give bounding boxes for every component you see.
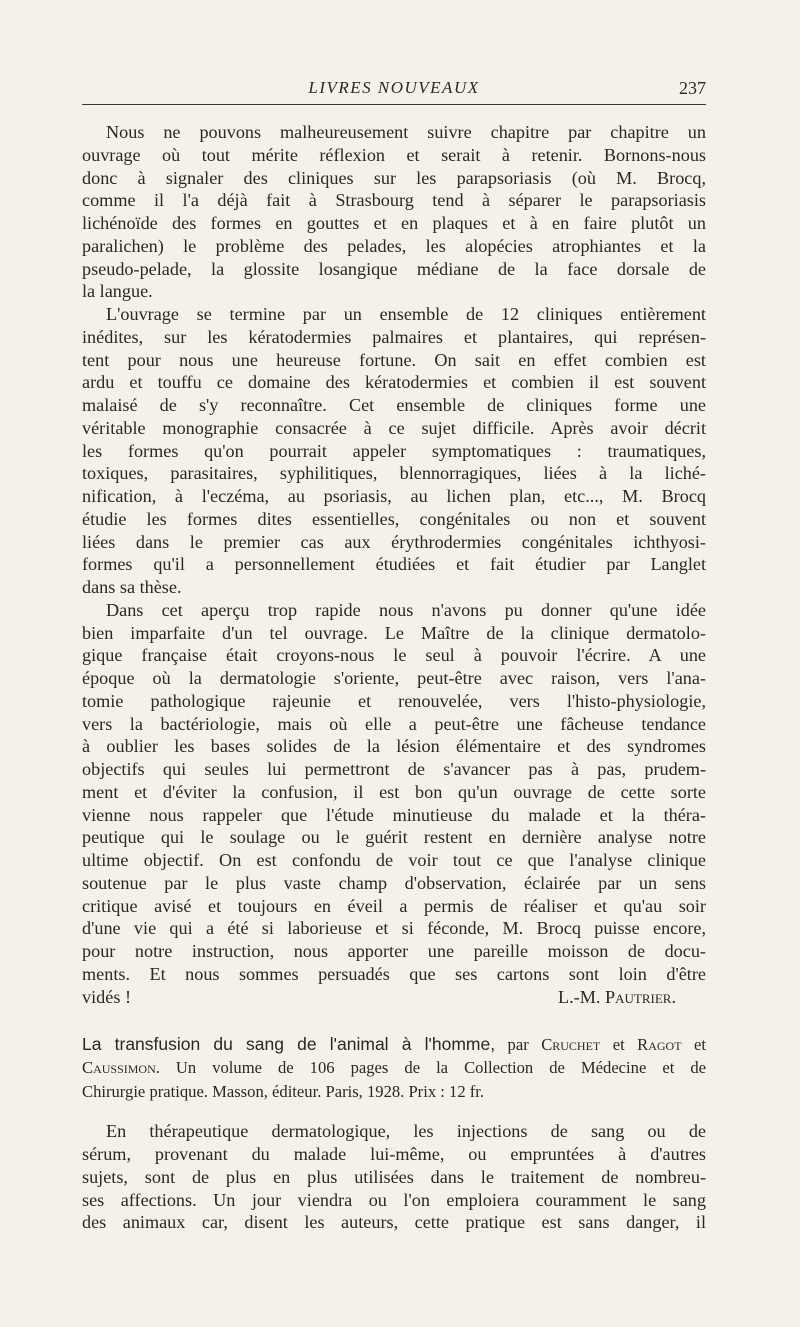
book-description: . Un volume de 106 pages de la Collection de Médecine et de — [155, 1058, 706, 1078]
text-line: objectifs qui seules lui permettront de s'avancer pas à pas, prudem- — [82, 759, 706, 779]
section-gap — [82, 1008, 706, 1032]
text-line: toxiques, parasitaires, syphilitiques, blennorragiques, liées à la liché- — [82, 463, 706, 484]
text-line: époque où la dermatologie s'oriente, peut-être avec raison, vers l'ana- — [82, 668, 706, 688]
text-line: véritable monographie consacrée à ce sujet difficile. Après avoir décrit — [82, 417, 706, 438]
text-line: lichénoïde des formes en gouttes et en plaques et à en faire plutôt un — [82, 213, 706, 233]
text-line: nification, à l'eczéma, au psoriasis, au lichen plan, etc..., M. Brocq — [82, 486, 706, 506]
text-line: En thérapeutique dermatologique, les injections de sang ou de — [106, 1121, 706, 1142]
text-line: inédites, sur les kératodermies palmaires et plantaires, qui représen- — [82, 326, 706, 347]
text-line: donc à signaler des cliniques sur les parapsoriasis (où M. Brocq, — [82, 167, 706, 188]
text-line: les formes qu'on pourrait appeler symptomatiques : traumatiques, — [82, 440, 706, 461]
text-line: critique avisé et toujours en éveil a permis de réaliser et qu'au soir — [82, 895, 706, 916]
page-number: 237 — [679, 78, 706, 98]
text-line: ses affections. Un jour viendra ou l'on emploiera couramment le sang — [82, 1189, 706, 1210]
book-description-line: Chirurgie pratique. Masson, éditeur. Paris, 1928. Prix : 12 fr. — [82, 1082, 485, 1102]
text-line: pseudo-pelade, la glossite losangique médiane de la face dorsale de — [82, 258, 706, 279]
text-line: liées dans le premier cas aux érythrodermies congénitales ichthyosi- — [82, 531, 706, 552]
text-line: dans sa thèse. — [82, 577, 182, 597]
text-line: soutenue par le plus vaste champ d'observation, éclairée par un sens — [82, 872, 706, 893]
review-transfusion — [82, 1032, 706, 1234]
text-line: des animaux car, disent les auteurs, cette pratique est sans danger, il — [82, 1212, 706, 1233]
closing-text: vidés ! — [82, 986, 131, 1007]
review-brocq — [82, 121, 706, 1008]
section-gap — [82, 1104, 706, 1120]
text-line: formes qu'il a personnellement étudiées et fait étudier par Langlet — [82, 554, 706, 575]
text-line: sérum, provenant du malade lui-même, ou empruntées à d'autres — [82, 1144, 706, 1164]
review-heading-line — [82, 1032, 706, 1056]
text-line: ardu et touffu ce domaine des kératodermies et combien il est souvent — [82, 372, 706, 393]
text-line: à oublier les bases solides de la lésion élémentaire et des syndromes — [82, 736, 706, 757]
text-line: ments. Et nous sommes persuadés que ses cartons sont loin d'être — [82, 963, 706, 984]
signature-name: Pautrier. — [605, 986, 676, 1007]
text-line: ouvrage où tout mérite réflexion et serait à retenir. Bornons-nous — [82, 144, 706, 165]
text-line: Dans cet aperçu trop rapide nous n'avons pu donner qu'une idée — [106, 599, 706, 620]
text-line: d'une vie qui a été si laborieuse et si féconde, M. Brocq puisse encore, — [82, 918, 706, 939]
text-line: bien imparfaite d'un tel ouvrage. Le Maître de la clinique dermatolo- — [82, 622, 706, 643]
text-line: peutique qui le soulage ou le guérit restent en dernière analyse notre — [82, 827, 706, 848]
text-line: ultime objectif. On est confondu de voir tout ce que l'analyse clinique — [82, 850, 706, 870]
by-text: par — [495, 1035, 542, 1055]
text-line: gique française était croyons-nous le seul à pouvoir l'écrire. A une — [82, 645, 706, 666]
author-name: Cruchet — [541, 1035, 601, 1055]
book-description-line — [82, 1056, 706, 1080]
text-line: étudie les formes dites essentielles, congénitales ou non et souvent — [82, 508, 706, 529]
text-line: malaisé de s'y reconnaître. Cet ensemble de cliniques forme une — [82, 395, 706, 415]
text-line: la langue. — [82, 281, 153, 302]
book-title: La transfusion du sang de l'animal à l'homme, — [82, 1034, 496, 1055]
text-line: sujets, sont de plus en plus utilisées dans le traitement de nombreu- — [82, 1166, 706, 1187]
closing-line — [82, 986, 706, 1009]
text-line: ment et d'éviter la confusion, il est bon qu'un ouvrage de cette sorte — [82, 781, 706, 802]
text-line: comme il l'a déjà fait à Strasbourg tend à séparer le parapsoriasis — [82, 190, 706, 211]
text-line: Nous ne pouvons malheureusement suivre chapitre par chapitre un — [106, 122, 706, 142]
page-body — [82, 121, 706, 1234]
text-line: tomie pathologique rajeunie et renouvelée, vers l'histo-physiologie, — [82, 690, 706, 711]
text-line: pour notre instruction, nous apporter une pareille moisson de docu- — [82, 941, 706, 961]
running-title: LIVRES NOUVEAUX — [308, 78, 480, 97]
author-name: Caussimon — [82, 1058, 156, 1078]
and-text: et — [600, 1035, 638, 1055]
reviewer-signature — [558, 986, 676, 1009]
signature-prefix: L.-M. — [558, 986, 605, 1007]
author-name: Ragot — [637, 1035, 682, 1055]
text-line: vers la bactériologie, mais où elle a peut-être une fâcheuse tendance — [82, 713, 706, 734]
page-header — [82, 78, 706, 105]
text-line: L'ouvrage se termine par un ensemble de 12 cliniques entièrement — [106, 304, 706, 324]
and-text: et — [681, 1035, 706, 1055]
text-line: tent pour nous une heureuse fortune. On sait en effet combien est — [82, 349, 706, 370]
text-line: vienne nous rappeler que l'étude minutieuse du malade et la théra- — [82, 804, 706, 825]
text-line: paralichen) le problème des pelades, les alopécies atrophiantes et la — [82, 235, 706, 256]
